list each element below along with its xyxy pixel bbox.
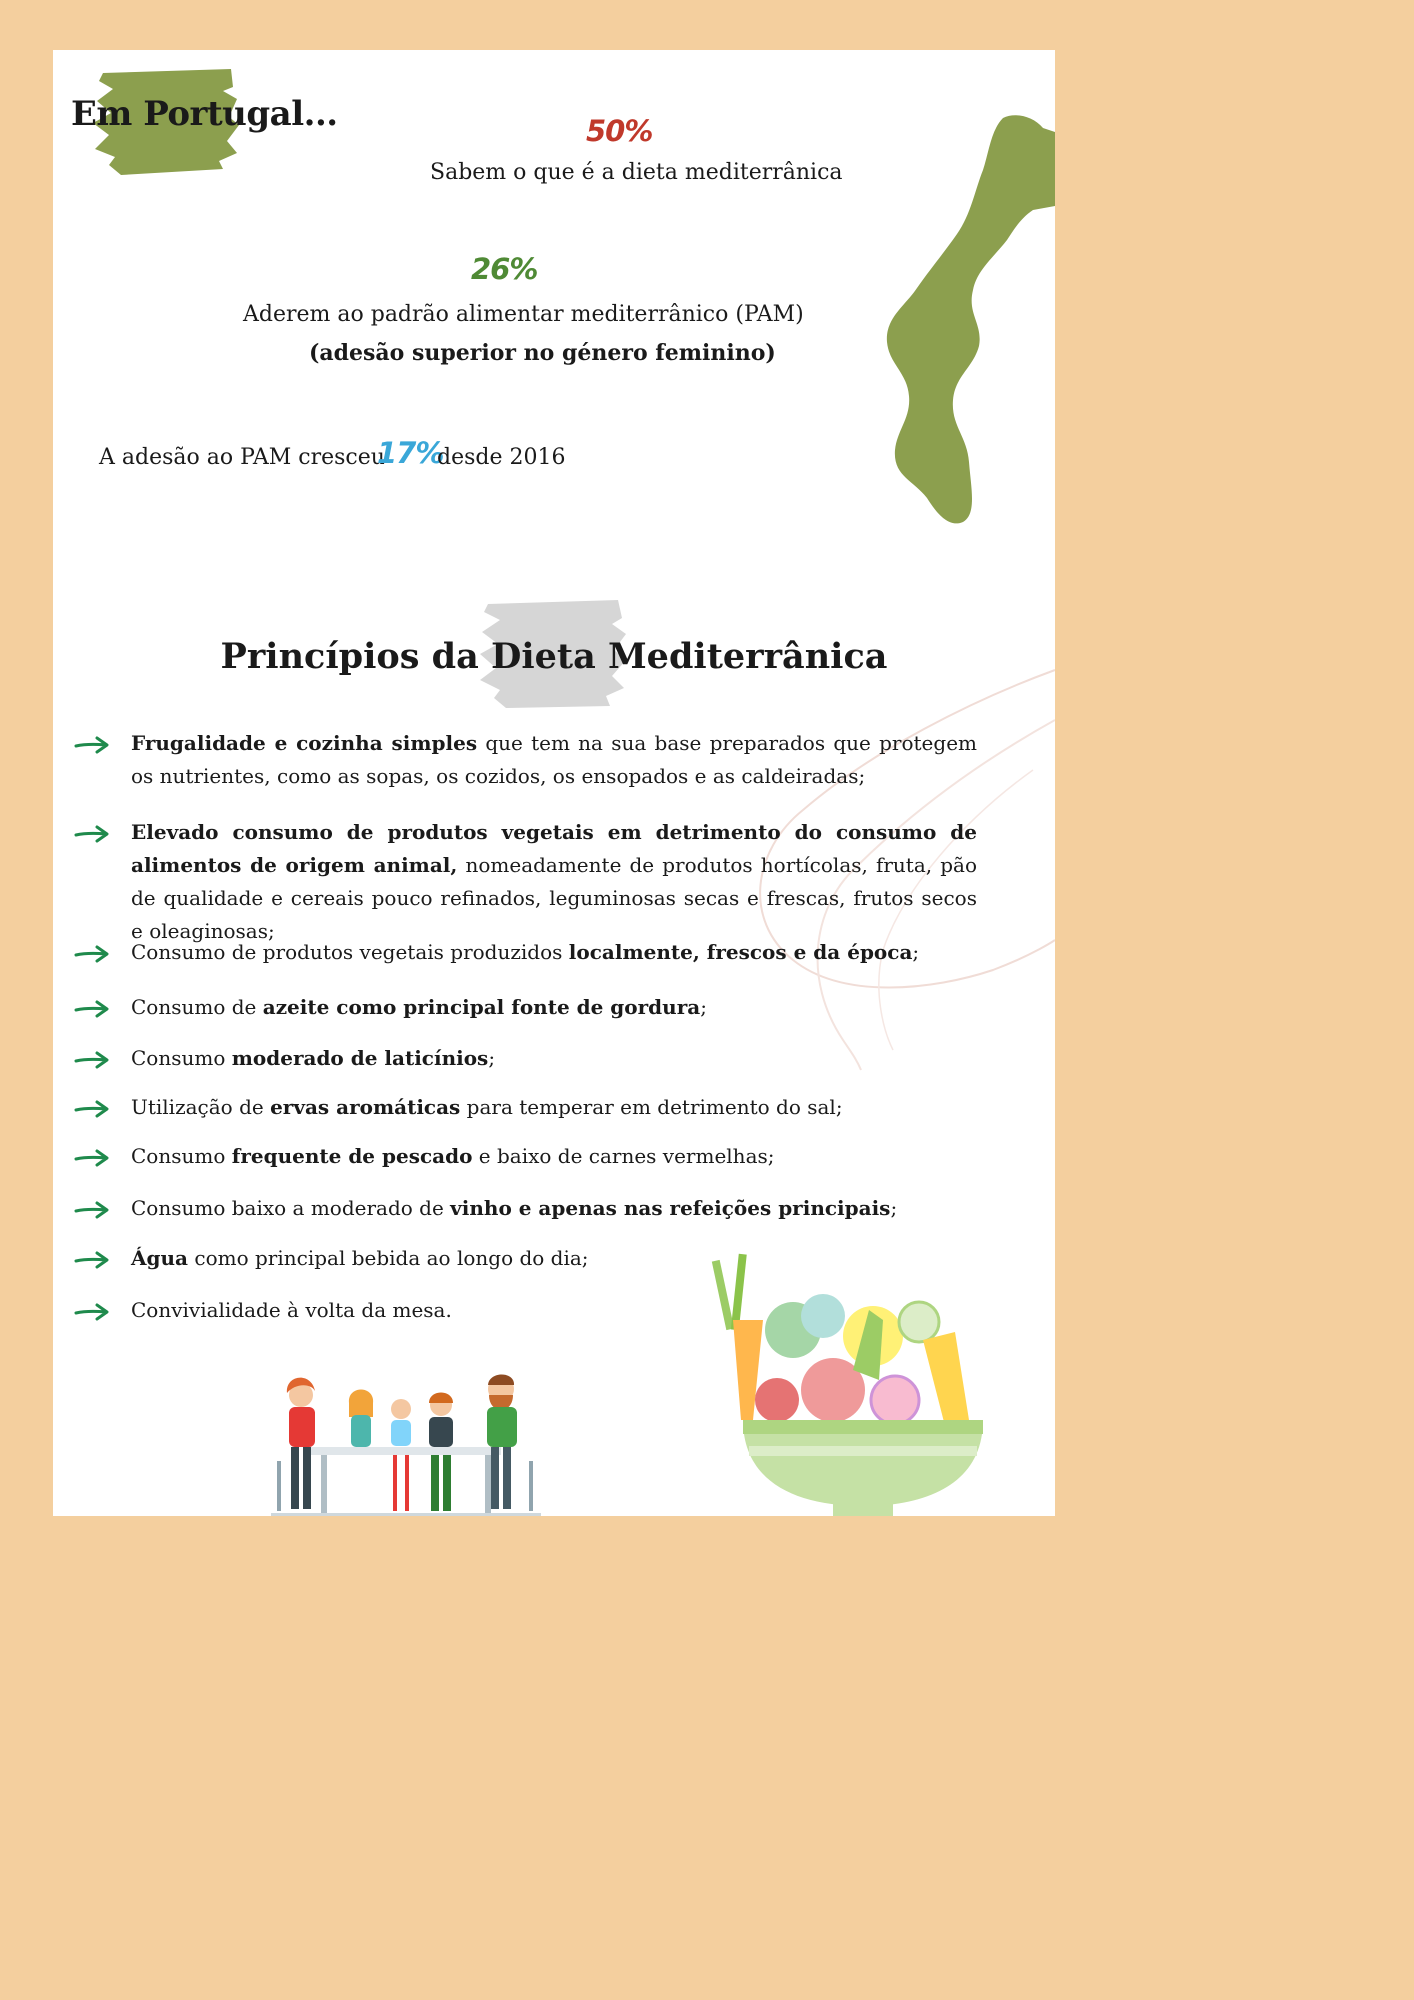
arrow-right-icon xyxy=(73,1050,111,1070)
list-item-emphasis: ervas aromáticas xyxy=(270,1095,461,1119)
list-item-emphasis: frequente de pescado xyxy=(231,1144,473,1168)
portugal-map xyxy=(883,110,1055,530)
list-item-text-part: nomeadamente de produtos hortícolas, fruta, pão de qualidade e cereais pouco refinados, leguminosas secas e frescas, frutos secos e oleaginosas; xyxy=(131,853,977,943)
arrow-right-icon xyxy=(73,1099,111,1119)
arrow-right-icon xyxy=(73,1250,111,1270)
stat2-note: (adesão superior no género feminino) xyxy=(309,340,776,366)
list-item-text xyxy=(131,727,977,793)
list-item-text-part: Consumo de produtos vegetais produzidos xyxy=(131,940,569,964)
stat3-value: 17% xyxy=(377,436,444,470)
salad-bowl-illustration xyxy=(683,1250,1003,1516)
stat3-prefix: A adesão ao PAM cresceu xyxy=(99,445,385,470)
list-item-emphasis: Elevado consumo de produtos vegetais em detrimento do consumo de alimentos de origem animal, xyxy=(131,820,977,877)
arrow-right-icon xyxy=(73,1302,111,1322)
list-item-text-part: Utilização de xyxy=(131,1095,271,1119)
family-dinner-illustration xyxy=(271,1365,541,1516)
list-item-text-part: Consumo de xyxy=(131,995,263,1019)
stat1-value: 50% xyxy=(586,114,653,148)
arrow-right-icon xyxy=(73,735,111,755)
list-item-text xyxy=(131,1042,977,1075)
list-item-emphasis: Frugalidade e cozinha simples xyxy=(131,731,478,755)
stat2-value: 26% xyxy=(471,252,538,286)
list-item-text-part: ; xyxy=(700,995,707,1019)
list-item-text-part: e baixo de carnes vermelhas; xyxy=(472,1144,775,1168)
list-item-text xyxy=(131,1140,977,1173)
list-item-text-part: ; xyxy=(912,940,920,964)
list-item-text-part: ; xyxy=(890,1196,898,1220)
arrow-right-icon xyxy=(73,1200,111,1220)
arrow-right-icon xyxy=(73,824,111,844)
list-item-text xyxy=(131,936,977,969)
list-item-text xyxy=(131,1192,977,1225)
list-item-text xyxy=(131,1091,977,1124)
page-title: Em Portugal... xyxy=(71,94,338,134)
stat1-text: Sabem o que é a dieta mediterrânica xyxy=(430,160,843,185)
list-item-text-part: para temperar em detrimento do sal; xyxy=(460,1095,843,1119)
list-item-text-part: como principal bebida ao longo do dia; xyxy=(188,1246,589,1270)
stat3-suffix: desde 2016 xyxy=(437,445,566,470)
list-item-emphasis: azeite como principal fonte de gordura xyxy=(262,995,701,1019)
arrow-right-icon xyxy=(73,944,111,964)
list-item-text-part: Consumo baixo a moderado de xyxy=(131,1196,451,1220)
list-item-text xyxy=(131,991,977,1024)
stat2-text: Aderem ao padrão alimentar mediterrânico (PAM) xyxy=(243,302,804,327)
section-title: Princípios da Dieta Mediterrânica xyxy=(220,636,888,677)
list-item-text-part: ; xyxy=(488,1046,496,1070)
list-item-emphasis: moderado de laticínios xyxy=(231,1046,489,1070)
list-item-text-part: que tem na sua base preparados que protegem os nutrientes, como as sopas, os cozidos, os ensopados e as caldeiradas; xyxy=(131,731,977,788)
page-sheet xyxy=(53,50,1055,1516)
list-item-emphasis: localmente, frescos e da época xyxy=(568,940,913,964)
list-item-emphasis: vinho e apenas nas refeições principais xyxy=(450,1196,891,1220)
list-item-text-part: Consumo xyxy=(131,1046,232,1070)
list-item-text-part: Consumo xyxy=(131,1144,232,1168)
list-item-text xyxy=(131,816,977,948)
arrow-right-icon xyxy=(73,999,111,1019)
list-item-text-part: Convivialidade à volta da mesa. xyxy=(131,1298,452,1322)
arrow-right-icon xyxy=(73,1148,111,1168)
list-item-emphasis: Água xyxy=(131,1246,189,1270)
